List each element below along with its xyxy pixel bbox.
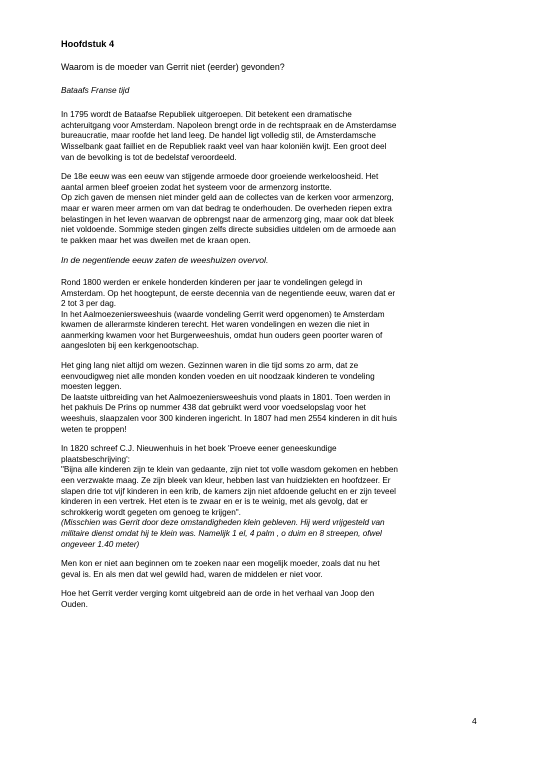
paragraph-7 bbox=[61, 589, 481, 610]
line: 2 tot 3 per dag. bbox=[61, 299, 117, 309]
line: Amsterdam. Op het hoogtepunt, de eerste decennia van de negentiende eeuw, waren dat er bbox=[61, 288, 396, 298]
line: De 18e eeuw was een eeuw van stijgende armoede door groeiende werkeloosheid. Het bbox=[61, 172, 379, 182]
page-content bbox=[61, 38, 481, 611]
line: Het ging lang niet altijd om wezen. Gezinnen waren in die tijd soms zo arm, dat ze bbox=[61, 361, 359, 371]
line: Rond 1800 werden er enkele honderden kinderen per jaar te vondelingen gelegd in bbox=[61, 277, 363, 287]
line: aanmerking kwamen voor het Burgerweeshuis, omdat hun ouders geen poorter waren of bbox=[61, 330, 383, 340]
line: aangesloten bij een kerkgenootschap. bbox=[61, 341, 199, 351]
line: Hoe het Gerrit verder verging komt uitgebreid aan de orde in het verhaal van Joop den bbox=[61, 589, 375, 599]
quote-line: een verzwakte maag. Ze zijn bleek van kleur, hebben last van huidziekten en hoofdzeer. Er bbox=[61, 476, 391, 485]
subheading: Bataafs Franse tijd bbox=[61, 85, 130, 95]
italic-note-line: militaire dienst omdat hij te klein was. Namelijk 1 el, 4 palm , o duim en 8 streepen, ofwel bbox=[61, 528, 382, 538]
paragraph-3 bbox=[61, 278, 481, 352]
page-number: 4 bbox=[472, 716, 477, 726]
line: eenvoudigweg niet alle monden konden voeden en uit noodzaak kinderen te vondeling bbox=[61, 371, 375, 381]
paragraph-5 bbox=[61, 444, 481, 550]
line: In 1820 schreef C.J. Nieuwenhuis in het boek 'Proeve eener geneeskundige bbox=[61, 444, 337, 454]
paragraph-6 bbox=[61, 559, 481, 580]
italic-note-line: ongeveer 1.40 meter) bbox=[61, 539, 140, 549]
quote-line: kinderen in een vertrek. Het eten is te zwaar en er is te weinig, met als gevolg, dat er bbox=[61, 497, 368, 507]
line: Ouden. bbox=[61, 599, 88, 609]
line: belastingen in het leven waarvan de opbrengst naar de armenzorg ging, maar ook dat bleek bbox=[61, 214, 394, 224]
paragraph-4 bbox=[61, 361, 481, 435]
line: geval is. En als men dat wel gewild had, waren de middelen er niet voor. bbox=[61, 569, 323, 579]
paragraph-1 bbox=[61, 110, 481, 163]
line: weeshuis, slaapzalen voor 300 kinderen ingericht. In 1807 had men 2554 kinderen in dit huis bbox=[61, 414, 397, 424]
line: Wisselbank gaat failliet en de Republiek raakt veel van haar koloniën kwijt. Een groot deel bbox=[61, 141, 387, 151]
quote-line: schrokkerig wordt gegeten om genoeg te krijgen". bbox=[61, 507, 241, 517]
line: kwamen de allerarmste kinderen terecht. Het waren vondelingen en wezen die niet in bbox=[61, 320, 370, 330]
chapter-title: Hoofdstuk 4 bbox=[61, 39, 115, 49]
quote-line: "Bijna alle kinderen zijn te klein van gedaante, zijn niet tot volle wasdom gekomen en hebben bbox=[61, 465, 398, 475]
line: aantal armen bleef groeien zodat het systeem voor de armenzorg instortte. bbox=[61, 182, 332, 192]
line: Men kon er niet aan beginnen om te zoeken naar een mogelijk moeder, zoals dat nu het bbox=[61, 559, 380, 569]
line: Op zich gaven de mensen niet minder geld aan de collectes van de kerken voor armenzorg, bbox=[61, 193, 394, 203]
line: te pakken maar het was dweilen met de kraan open. bbox=[61, 235, 251, 245]
paragraph-2 bbox=[61, 172, 481, 246]
line: plaatsbeschrijving': bbox=[61, 454, 130, 464]
line: het pakhuis De Prins op nummer 438 dat gebruikt werd voor voedselopslag voor het bbox=[61, 403, 366, 413]
line: weten te proppen! bbox=[61, 424, 127, 434]
line: In het Aalmoezeniersweeshuis (waarde vondeling Gerrit werd opgenomen) te Amsterdam bbox=[61, 309, 385, 319]
line: achteruitgang voor Amsterdam. Napoleon brengt orde in de rechtspraak en de Amsterdamse bbox=[61, 120, 397, 130]
line: bureaucratie, maar roofde het land leeg. De handel ligt volledig stil, de Amsterdamsche bbox=[61, 131, 376, 141]
chapter-question: Waarom is de moeder van Gerrit niet (eerder) gevonden? bbox=[61, 62, 285, 72]
line: maar er waren meer armen om van dat bedrag te onderhouden. De overheden riepen extra bbox=[61, 203, 392, 213]
line: van de bevolking is tot de bedelstaf veroordeeld. bbox=[61, 152, 237, 162]
line: De laatste uitbreiding van het Aalmoezeniersweeshuis vond plaats in 1801. Toen werden in bbox=[61, 392, 391, 402]
line: In 1795 wordt de Bataafse Republiek uitgeroepen. Dit betekent een dramatische bbox=[61, 110, 352, 120]
quote-line: slapen drie tot vijf kinderen in een krib, de kamers zijn niet afdoende gelucht en er zijn teveel bbox=[61, 486, 396, 496]
line: niet voldoende. Sommige steden gingen zelfs directe subsidies uitdelen om de armoede aan bbox=[61, 225, 396, 235]
line: moesten leggen. bbox=[61, 382, 122, 392]
italic-note-line: (Misschien was Gerrit door deze omstandigheden klein gebleven. Hij werd vrijgesteld van bbox=[61, 518, 385, 528]
section-heading: In de negentiende eeuw zaten de weeshuizen overvol. bbox=[61, 255, 269, 266]
